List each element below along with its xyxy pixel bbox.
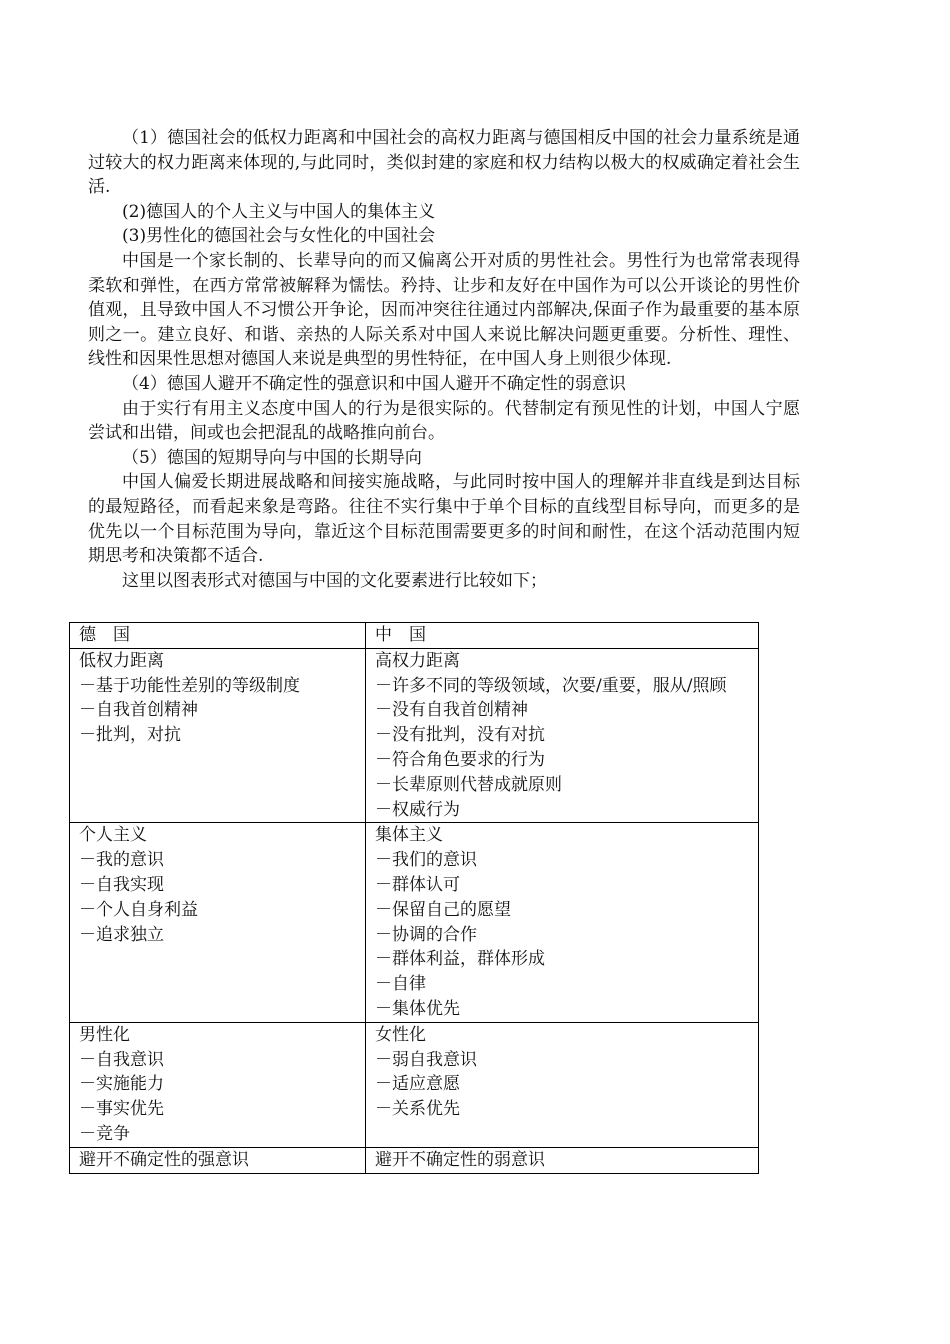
cell-germany-power-distance	[70, 648, 366, 823]
header-china: 中 国	[366, 623, 759, 649]
cell-line: －没有自我首创精神	[375, 700, 528, 721]
cell-line: －群体利益，群体形成	[375, 949, 545, 970]
cell-line: －没有批判，没有对抗	[375, 725, 545, 746]
cell-line: －自我实现	[79, 874, 164, 895]
cell-line: －符合角色要求的行为	[375, 749, 545, 770]
cell-line: －保留自己的愿望	[375, 899, 511, 920]
cell-line: 避开不确定性的弱意识	[375, 1149, 545, 1170]
cell-germany-masculinity	[70, 1022, 366, 1147]
cell-line: －权威行为	[375, 799, 460, 820]
cell-line: 男性化	[79, 1024, 130, 1045]
cell-line: －事实优先	[79, 1099, 164, 1120]
table-row	[70, 648, 759, 823]
header-germany: 德 国	[70, 623, 366, 649]
cell-line: 低权力距离	[79, 650, 164, 671]
cell-line: －我的意识	[79, 850, 164, 871]
cell-line: －自律	[375, 974, 426, 995]
cell-line: －基于功能性差别的等级制度	[79, 675, 300, 696]
table-header-row	[70, 623, 759, 649]
paragraph-individualism-heading: (2)德国人的个人主义与中国人的集体主义	[122, 201, 436, 222]
cell-line: －追求独立	[79, 924, 164, 945]
cell-line: －集体优先	[375, 998, 460, 1019]
cell-line: －竞争	[79, 1123, 130, 1144]
cell-line: －自我首创精神	[79, 700, 198, 721]
cell-line: －个人自身利益	[79, 899, 198, 920]
cell-line: －长辈原则代替成就原则	[375, 774, 562, 795]
cell-line: －关系优先	[375, 1099, 460, 1120]
cell-line: 个人主义	[79, 825, 147, 846]
cell-germany-uncertainty	[70, 1147, 366, 1173]
cell-line: －适应意愿	[375, 1074, 460, 1095]
cell-line: －协调的合作	[375, 924, 477, 945]
table-row	[70, 1022, 759, 1147]
paragraph-masculinity-body: 中国是一个家长制的、长辈导向的而又偏离公开对质的男性社会。男性行为也常常表现得柔软和弹性，在西方常常被解释为懦怯。矜持、让步和友好在中国作为可以公开谈论的男性价值观，且导致中国人不习惯公开争论，因而冲突往往通过内部解决,保面子作为最重要的基本原则之一。建立良好、和谐、亲热的人际关系对中国人来说比解决问题更重要。分析性、理性、线性和因果性思想对德国人来说是典型的男性特征，在中国人身上则很少体现.	[88, 250, 800, 370]
cell-line: 高权力距离	[375, 650, 460, 671]
cell-line: －实施能力	[79, 1074, 164, 1095]
cell-line: －群体认可	[375, 874, 460, 895]
paragraph-orientation-heading: （5）德国的短期导向与中国的长期导向	[122, 447, 422, 468]
paragraph-table-intro: 这里以图表形式对德国与中国的文化要素进行比较如下；	[122, 570, 547, 591]
paragraph-power-distance: （1）德国社会的低权力距离和中国社会的高权力距离与德国相反中国的社会力量系统是通过较大的权力距离来体现的,与此同时，类似封建的家庭和权力结构以极大的权威确定着社会生活.	[88, 128, 800, 198]
cell-china-collectivism	[366, 823, 759, 1022]
cell-germany-individualism	[70, 823, 366, 1022]
paragraph-masculinity-heading: (3)男性化的德国社会与女性化的中国社会	[122, 226, 436, 247]
cell-line: 女性化	[375, 1024, 426, 1045]
table-row	[70, 1147, 759, 1173]
cell-line: 集体主义	[375, 825, 443, 846]
cell-line: －我们的意识	[375, 850, 477, 871]
paragraph-uncertainty-body: 由于实行有用主义态度中国人的行为是很实际的。代替制定有预见性的计划，中国人宁愿尝试和出错，间或也会把混乱的战略推向前台。	[88, 398, 800, 444]
cell-china-uncertainty	[366, 1147, 759, 1173]
body-text	[88, 126, 800, 593]
cell-line: －自我意识	[79, 1049, 164, 1070]
paragraph-uncertainty-heading: （4）德国人避开不确定性的强意识和中国人避开不确定性的弱意识	[122, 373, 626, 394]
comparison-table	[69, 622, 759, 1174]
cell-line: －弱自我意识	[375, 1049, 477, 1070]
table-row	[70, 823, 759, 1022]
cell-line: －许多不同的等级领域，次要/重要，服从/照顾	[375, 675, 727, 696]
cell-line: 避开不确定性的强意识	[79, 1149, 249, 1170]
paragraph-orientation-body: 中国人偏爱长期进展战略和间接实施战略，与此同时按中国人的理解并非直线是到达目标的最短路径，而看起来象是弯路。往往不实行集中于单个目标的直线型目标导向，而更多的是优先以一个目标范围为导向，靠近这个目标范围需要更多的时间和耐性，在这个活动范围内短期思考和决策都不适合.	[88, 472, 800, 567]
cell-line: －批判，对抗	[79, 725, 181, 746]
cell-china-femininity	[366, 1022, 759, 1147]
cell-china-power-distance	[366, 648, 759, 823]
